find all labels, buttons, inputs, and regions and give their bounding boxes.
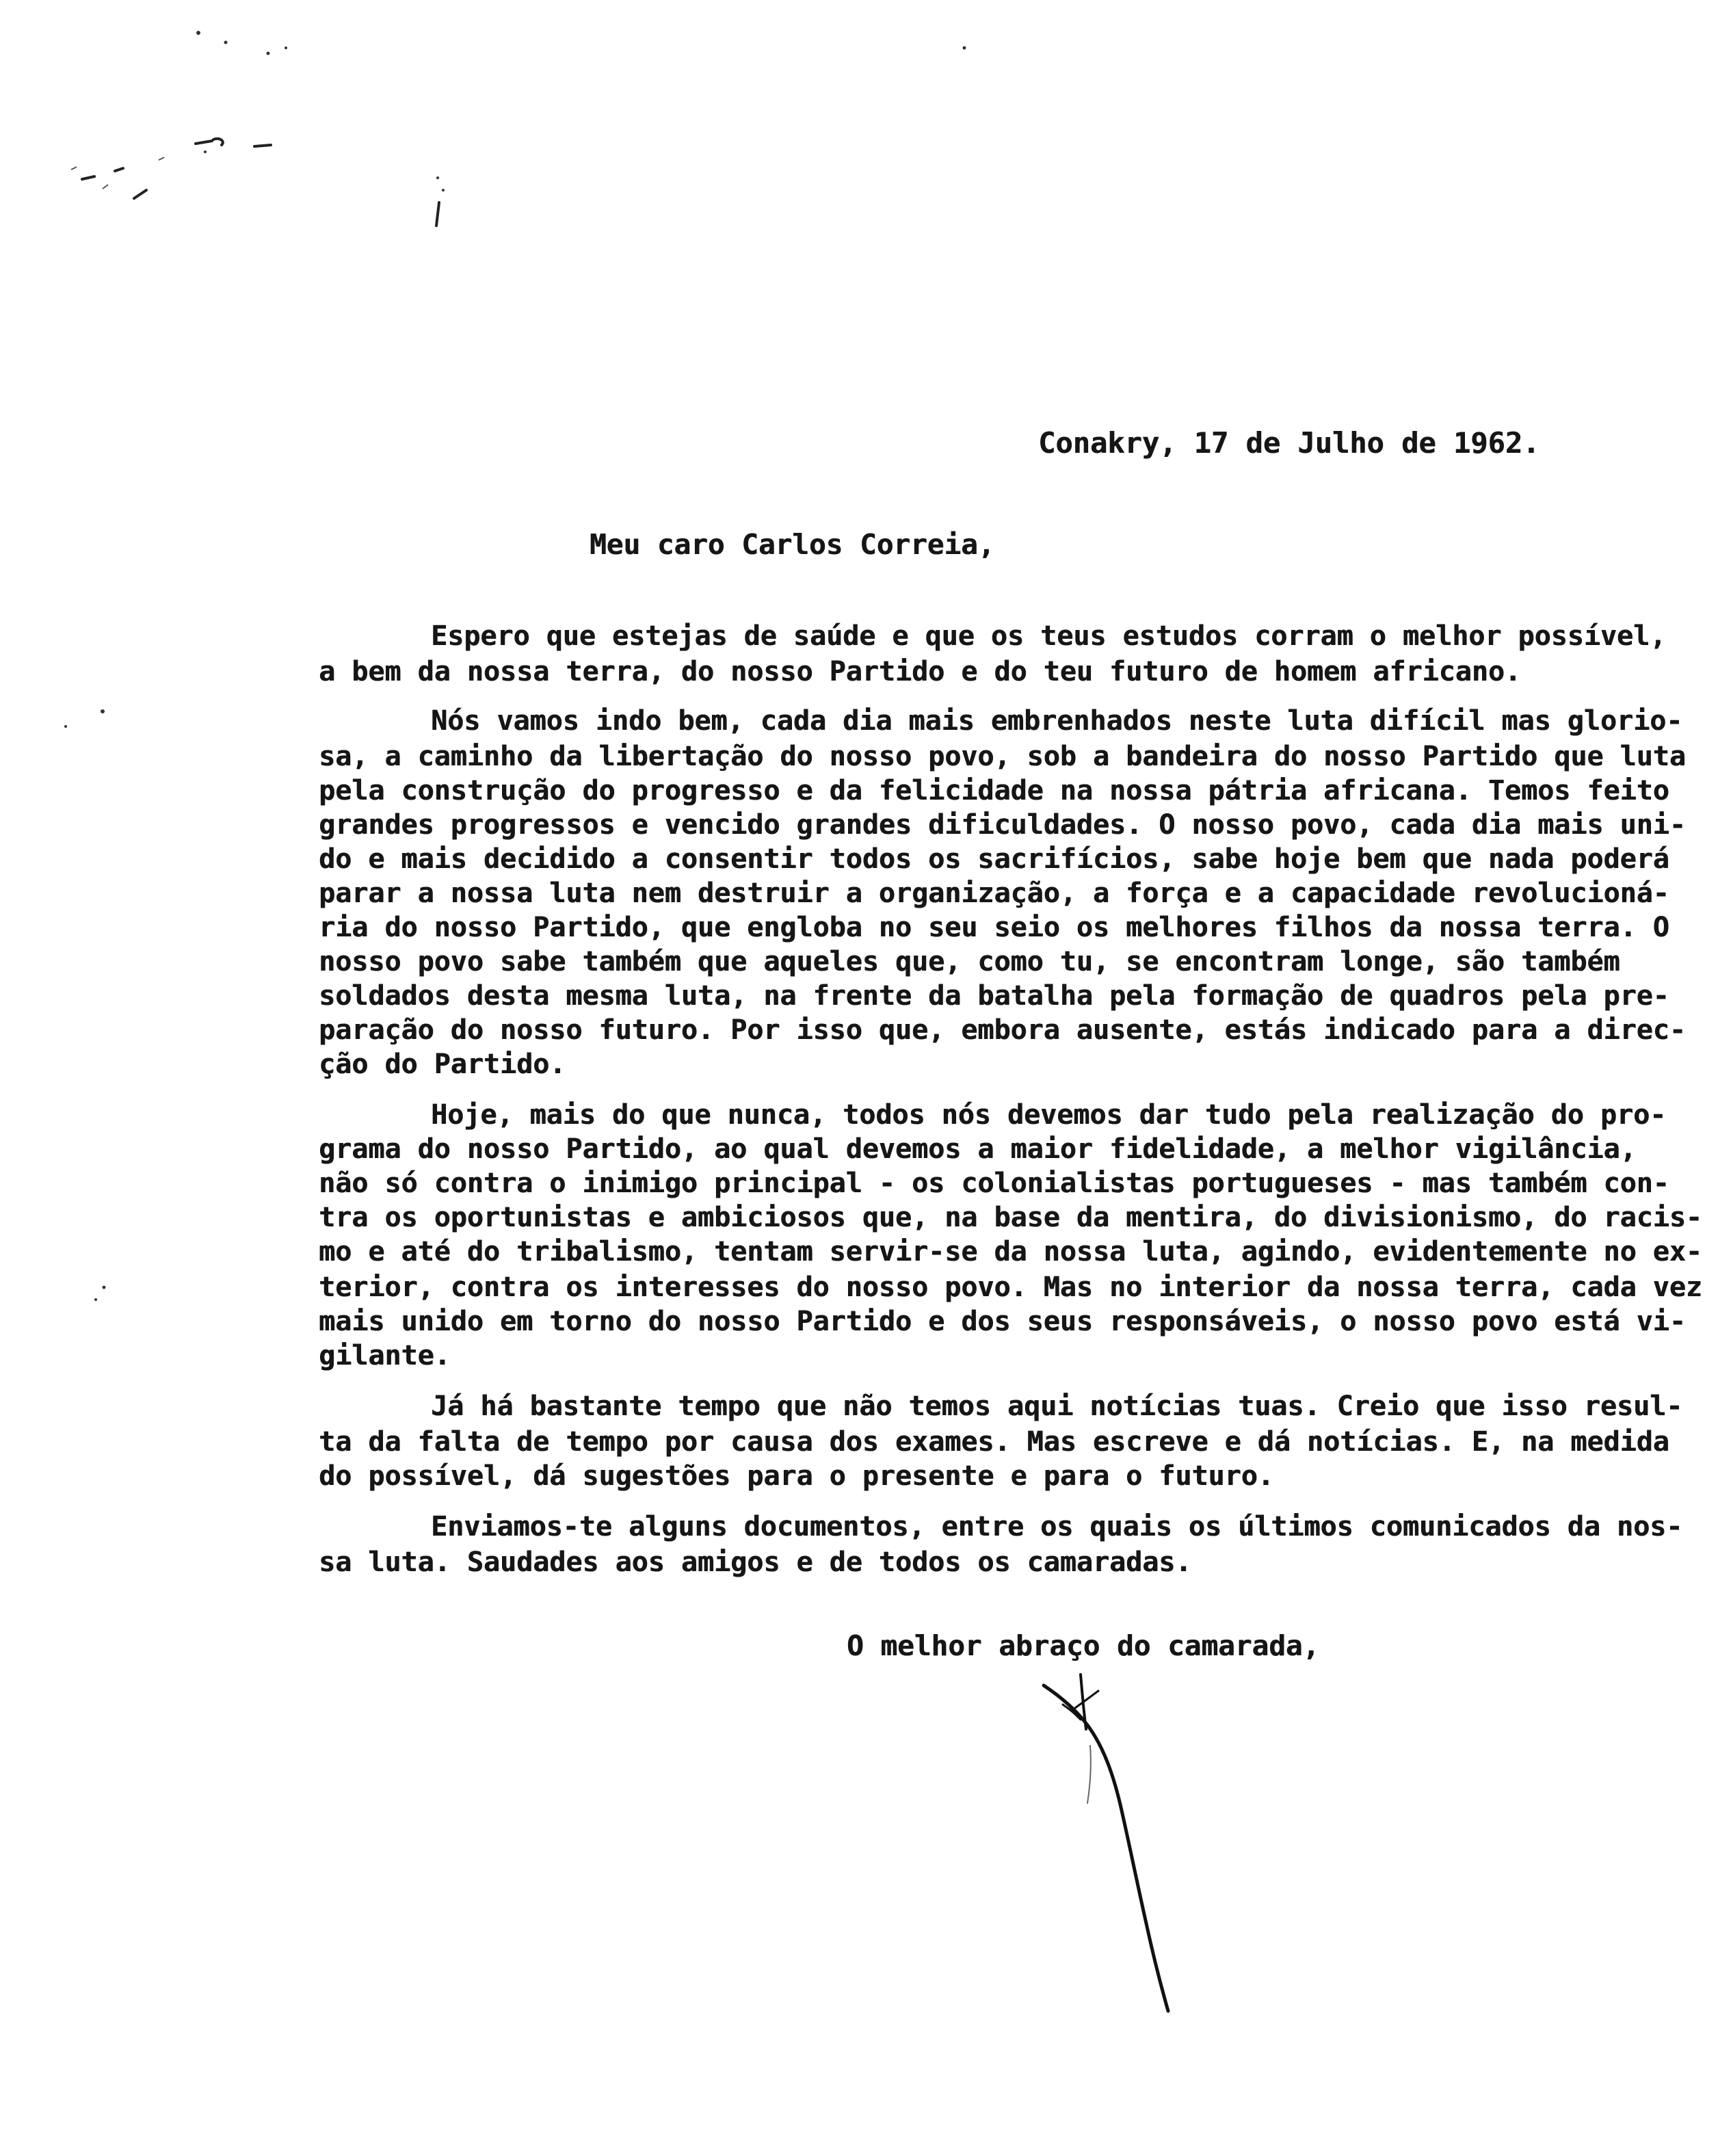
body-line: gilante. [319,1340,451,1371]
body-line: do e mais decidido a consentir todos os sacrifícios, sabe hoje bem que nada poderá [319,843,1669,875]
body-line: nosso povo sabe também que aqueles que, como tu, se encontram longe, são também [319,946,1620,977]
body-line: Já há bastante tempo que não temos aqui notícias tuas. Creio que isso resul- [431,1391,1683,1422]
body-line: a bem da nossa terra, do nosso Partido e do teu futuro de homem africano. [319,656,1521,687]
body-line: ção do Partido. [319,1049,566,1080]
body-line: mo e até do tribalismo, tentam servir-se da nossa luta, agindo, evidentemente no ex- [319,1236,1702,1267]
closing-line: O melhor abraço do camarada, [847,1629,1320,1662]
body-line: terior, contra os interesses do nosso povo. Mas no interior da nossa terra, cada vez [319,1272,1702,1303]
body-line: pela construção do progresso e da felicidade na nossa pátria africana. Temos feito [319,775,1669,806]
handwritten-signature [1033,1669,1197,2025]
salutation: Meu caro Carlos Correia, [590,528,995,561]
body-line: soldados desta mesma luta, na frente da batalha pela formação de quadros pela pre- [319,980,1669,1012]
body-line: ria do nosso Partido, que engloba no seu seio os melhores filhos da nossa terra. O [319,912,1669,943]
body-line: paração do nosso futuro. Por isso que, embora ausente, estás indicado para a direc- [319,1014,1686,1046]
body-line: sa luta. Saudades aos amigos e de todos os camaradas. [319,1547,1192,1578]
body-line: não só contra o inimigo principal - os colonialistas portugueses - mas também con- [319,1168,1669,1199]
body-line: ta da falta de tempo por causa dos exames. Mas escreve e dá notícias. E, na medida [319,1426,1669,1458]
body-line: Hoje, mais do que nunca, todos nós devemos dar tudo pela realização do pro- [431,1099,1667,1131]
body-line: Nós vamos indo bem, cada dia mais embrenhados neste luta difícil mas glorio- [431,705,1683,737]
body-line: grandes progressos e vencido grandes dificuldades. O nosso povo, cada dia mais uni- [319,809,1686,841]
body-line: Enviamos-te alguns documentos, entre os quais os últimos comunicados da nos- [431,1511,1683,1542]
body-line: grama do nosso Partido, ao qual devemos a maior fidelidade, a melhor vigilância, [319,1133,1637,1165]
body-line: parar a nossa luta nem destruir a organização, a força e a capacidade revolucioná- [319,878,1669,909]
body-line: Espero que estejas de saúde e que os teus estudos corram o melhor possível, [431,620,1667,652]
body-line: mais unido em torno do nosso Partido e dos seus responsáveis, o nosso povo está vi- [319,1306,1686,1337]
body-line: tra os oportunistas e ambiciosos que, na base da mentira, do divisionismo, do racis- [319,1202,1702,1233]
body-line: do possível, dá sugestões para o presente e para o futuro. [319,1460,1274,1492]
letter-date: Conakry, 17 de Julho de 1962. [1038,426,1540,460]
body-line: sa, a caminho da libertação do nosso povo, sob a bandeira do nosso Partido que luta [319,741,1686,772]
